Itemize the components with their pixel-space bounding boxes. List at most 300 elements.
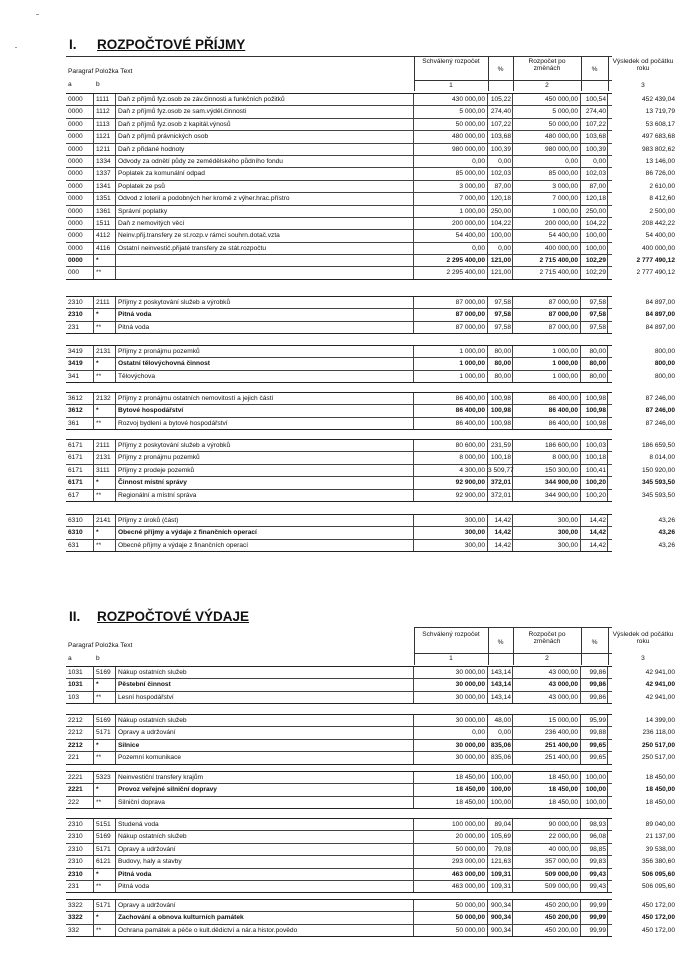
cell-schvaleny: 30 000,00: [414, 692, 488, 703]
cell-paragraf: 6171: [66, 477, 94, 488]
cell-pct-2: 97,58: [581, 322, 608, 333]
cell-pct-2: 99,99: [581, 900, 608, 911]
cell-text: Studená voda: [116, 819, 414, 830]
cell-text: Opravy a udržování: [116, 844, 414, 855]
cell-schvaleny: 30 000,00: [414, 679, 488, 690]
table-row: [66, 752, 675, 763]
cell-vysledek: 2 777 490,12: [636, 257, 675, 265]
cell-pct-2: 100,00: [581, 784, 608, 795]
cell-pct-2: 99,43: [581, 869, 608, 880]
cell-vysledek: 18 450,00: [645, 786, 675, 794]
cell-schvaleny: 463 000,00: [414, 869, 488, 880]
cell-rozpocet: 344 900,00: [513, 477, 581, 488]
cell-vysledek: 18 450,00: [645, 774, 675, 781]
table-row: [66, 322, 675, 333]
cell-vysledek: 450 172,00: [641, 902, 675, 909]
cell-pct-1: 103,68: [488, 131, 513, 142]
table-row: [66, 230, 675, 242]
cell-rozpocet: 186 600,00: [513, 440, 581, 451]
cell-polozka: 1334: [94, 156, 116, 167]
cell-text: Daň z příjmů právnických osob: [116, 131, 414, 142]
header-pct-1: %: [497, 66, 504, 73]
cell-polozka: 1111: [94, 94, 116, 105]
cell-vysledek: 42 941,00: [645, 693, 675, 701]
cell-text: Neinv.přij.transfery ze st.rozp.v rámci souhrn.dotač.vzta: [116, 230, 414, 241]
cell-paragraf: 0000: [66, 255, 94, 266]
cell-polozka: 1337: [94, 168, 116, 179]
cell-schvaleny: 4 300,00: [414, 465, 488, 476]
table-row: [66, 740, 675, 752]
cell-paragraf: 2310: [66, 819, 94, 830]
cell-pct-1: 14,42: [488, 515, 513, 526]
table-row: [66, 156, 675, 168]
cell-text: Příjmy z poskytování služeb a výrobků: [116, 440, 414, 451]
cell-paragraf: 3419: [66, 358, 94, 369]
table-row: [66, 255, 675, 267]
cell-text: Nákup ostatních služeb: [116, 831, 414, 842]
table-row: [66, 881, 675, 892]
cell-paragraf: 0000: [66, 181, 94, 192]
cell-vysledek: 42 941,00: [645, 681, 675, 689]
cell-text: Opravy a udržování: [116, 727, 414, 738]
cell-rozpocet: 18 450,00: [513, 772, 581, 783]
cell-rozpocet: 22 000,00: [513, 831, 581, 842]
cell-rozpocet: 236 400,00: [513, 727, 581, 738]
cell-schvaleny: 1 000,00: [414, 371, 488, 382]
cell-pct-1: 109,31: [488, 881, 513, 892]
cell-vysledek: 345 593,50: [641, 479, 675, 487]
cell-paragraf: 2212: [66, 727, 94, 738]
cell-pct-1: 120,18: [488, 193, 513, 204]
cell-paragraf: 0000: [66, 230, 94, 241]
cell-rozpocet: 43 000,00: [513, 667, 581, 678]
cell-paragraf: 231: [66, 322, 94, 333]
cell-paragraf: 6171: [66, 465, 94, 476]
cell-text: Zachování a obnova kulturních památek: [116, 912, 414, 923]
cell-polozka: 1351: [94, 193, 116, 204]
cell-paragraf: 3612: [66, 405, 94, 416]
cell-paragraf: 2310: [66, 309, 94, 320]
budget-group: [66, 296, 675, 334]
cell-text: Odvod z loterií a podobných her kromě z výher.hrac.přístro: [116, 193, 414, 204]
cell-polozka: 5151: [94, 819, 116, 830]
cell-schvaleny: 100 000,00: [414, 819, 488, 830]
cell-pct-1: 14,42: [488, 527, 513, 538]
cell-rozpocet: 15 000,00: [513, 715, 581, 726]
cell-pct-1: 87,00: [488, 181, 513, 192]
cell-pct-1: 121,63: [488, 856, 513, 867]
budget-group: [66, 439, 675, 502]
cell-pct-2: 100,00: [581, 230, 608, 241]
cell-schvaleny: 85 000,00: [414, 168, 488, 179]
cell-pct-2: 102,29: [581, 267, 608, 278]
cell-pct-1: 100,18: [488, 452, 513, 463]
budget-group: [66, 345, 675, 383]
cell-paragraf: 0000: [66, 218, 94, 229]
cell-paragraf: 3322: [66, 900, 94, 911]
cell-vysledek: 236 118,00: [642, 729, 675, 737]
cell-pct-1: 900,34: [488, 925, 513, 936]
cell-vysledek: 400 000,00: [641, 244, 675, 252]
cell-polozka: *: [94, 405, 116, 416]
header-col-1: 1: [449, 82, 453, 89]
cell-paragraf: 0000: [66, 119, 94, 130]
cell-schvaleny: 87 000,00: [414, 322, 488, 333]
cell-text: Opravy a udržování: [116, 900, 414, 911]
cell-pct-1: 121,00: [488, 255, 513, 266]
header-col-b: b: [96, 81, 100, 88]
cell-pct-1: 97,58: [488, 297, 513, 308]
cell-vysledek: 8 014,00: [649, 454, 675, 462]
cell-text: Příjmy z úroků (část): [116, 515, 414, 526]
cell-pct-2: 100,18: [581, 452, 608, 463]
cell-text: Pitná voda: [116, 869, 414, 880]
cell-pct-1: 250,00: [488, 206, 513, 217]
cell-vysledek: 800,00: [654, 348, 675, 355]
section-title-expenses: [69, 609, 249, 624]
cell-polozka: *: [94, 527, 116, 538]
cell-pct-1: 105,69: [488, 831, 513, 842]
cell-polozka: 5169: [94, 715, 116, 726]
cell-polozka: **: [94, 371, 116, 382]
cell-text: Ochrana památek a péče o kult.dědictví a nár.a histor.povědo: [116, 925, 414, 936]
cell-polozka: *: [94, 358, 116, 369]
cell-schvaleny: 1 000,00: [414, 358, 488, 369]
cell-vysledek: 84 897,00: [645, 323, 675, 331]
cell-pct-2: 100,39: [581, 144, 608, 155]
cell-pct-2: 14,42: [581, 515, 608, 526]
cell-pct-1: 3 509,77: [488, 465, 513, 476]
cell-schvaleny: 5 000,00: [414, 106, 488, 117]
cell-polozka: **: [94, 322, 116, 333]
header-rozpocet: Rozpočet po změnách: [528, 58, 566, 72]
cell-text: Silnice: [116, 740, 414, 751]
cell-paragraf: 0000: [66, 243, 94, 254]
cell-pct-1: 0,00: [488, 243, 513, 254]
cell-pct-1: 0,00: [488, 156, 513, 167]
cell-vysledek: 450 172,00: [641, 926, 675, 934]
cell-text: Silniční doprava: [116, 797, 414, 808]
cell-vysledek: 452 439,04: [641, 96, 675, 103]
cell-vysledek: 53 608,17: [645, 120, 675, 128]
cell-rozpocet: 0,00: [513, 156, 581, 167]
cell-schvaleny: 30 000,00: [414, 740, 488, 751]
cell-pct-1: 372,01: [488, 490, 513, 501]
cell-schvaleny: 18 450,00: [414, 797, 488, 808]
cell-paragraf: 6171: [66, 452, 94, 463]
cell-polozka: 2111: [94, 440, 116, 451]
header-schvaleny: Schválený rozpočet: [422, 631, 480, 638]
cell-pct-1: 143,14: [488, 679, 513, 690]
cell-vysledek: 42 941,00: [645, 669, 675, 676]
cell-vysledek: 8 412,60: [649, 195, 675, 203]
header-col-2: 2: [545, 82, 549, 89]
cell-schvaleny: 50 000,00: [414, 119, 488, 130]
cell-text: Příjmy z prodeje pozemků: [116, 465, 414, 476]
budget-group: [66, 899, 675, 937]
table-row: [66, 490, 675, 501]
budget-group: [66, 93, 675, 280]
cell-rozpocet: 87 000,00: [513, 322, 581, 333]
cell-rozpocet: 40 000,00: [513, 844, 581, 855]
cell-schvaleny: 18 450,00: [414, 772, 488, 783]
cell-schvaleny: 430 000,00: [414, 94, 488, 105]
cell-paragraf: 2310: [66, 844, 94, 855]
table-row: [66, 297, 675, 309]
cell-polozka: **: [94, 418, 116, 429]
table-row: [66, 405, 675, 417]
table-row: [66, 819, 675, 831]
cell-pct-2: 120,18: [581, 193, 608, 204]
cell-vysledek: 983 802,62: [641, 145, 675, 153]
cell-text: Pozemní komunikace: [116, 752, 414, 763]
cell-polozka: 1211: [94, 144, 116, 155]
cell-polozka: 5169: [94, 667, 116, 678]
cell-paragraf: 103: [66, 692, 94, 703]
table-row: [66, 243, 675, 255]
table-row: [66, 418, 675, 429]
cell-schvaleny: 0,00: [414, 727, 488, 738]
cell-polozka: 1113: [94, 119, 116, 130]
cell-schvaleny: 30 000,00: [414, 667, 488, 678]
cell-pct-1: 231,59: [488, 440, 513, 451]
cell-pct-1: 100,00: [488, 797, 513, 808]
cell-text: Příjmy z pronájmu ostatních nemovitostí a jejich částí: [116, 393, 414, 404]
cell-text: Budovy, haly a stavby: [116, 856, 414, 867]
cell-pct-2: 100,03: [581, 440, 608, 451]
cell-text: Daň z přidané hodnoty: [116, 144, 414, 155]
cell-pct-1: 372,01: [488, 477, 513, 488]
income-table-header: [66, 56, 674, 91]
table-row: [66, 193, 675, 205]
cell-text: Tělovýchova: [116, 371, 414, 382]
cell-rozpocet: 54 400,00: [513, 230, 581, 241]
header-col-3: 3: [641, 82, 645, 89]
cell-polozka: 3111: [94, 465, 116, 476]
cell-text: Poplatek za komunální odpad: [116, 168, 414, 179]
table-row: [66, 267, 675, 278]
header-paragraf-polozka-text: Paragraf Položka Text: [68, 642, 133, 649]
cell-pct-1: 900,34: [488, 912, 513, 923]
table-row: [66, 119, 675, 131]
header-paragraf-polozka-text: Paragraf Položka Text: [68, 68, 133, 75]
cell-rozpocet: 86 400,00: [513, 418, 581, 429]
cell-vysledek: 21 137,00: [645, 833, 675, 841]
cell-vysledek: 356 380,60: [641, 858, 675, 866]
cell-vysledek: 43,26: [658, 529, 675, 537]
cell-text: Daň z příjmů fyz.osob ze sam.výděl.činnosti: [116, 106, 414, 117]
cell-paragraf: 2310: [66, 869, 94, 880]
table-row: [66, 831, 675, 843]
cell-rozpocet: 5 000,00: [513, 106, 581, 117]
cell-vysledek: 345 593,50: [641, 491, 675, 499]
cell-polozka: *: [94, 784, 116, 795]
cell-pct-2: 100,00: [581, 797, 608, 808]
cell-rozpocet: 90 000,00: [513, 819, 581, 830]
cell-paragraf: 2310: [66, 831, 94, 842]
budget-group: [66, 666, 675, 704]
cell-pct-2: 95,99: [581, 715, 608, 726]
cell-text: Pěstební činnost: [116, 679, 414, 690]
cell-schvaleny: 50 000,00: [414, 925, 488, 936]
cell-polozka: **: [94, 925, 116, 936]
table-row: [66, 346, 675, 358]
cell-paragraf: 0000: [66, 106, 94, 117]
cell-vysledek: 250 517,00: [641, 741, 675, 749]
cell-vysledek: 43,26: [658, 517, 675, 524]
cell-schvaleny: 86 400,00: [414, 393, 488, 404]
cell-polozka: 1121: [94, 131, 116, 142]
cell-pct-1: 100,00: [488, 772, 513, 783]
cell-paragraf: 6171: [66, 440, 94, 451]
table-row: [66, 692, 675, 703]
cell-pct-2: 14,42: [581, 527, 608, 538]
cell-text: Rozvoj bydlení a bytové hospodářství: [116, 418, 414, 429]
cell-pct-2: 14,42: [581, 540, 608, 551]
cell-pct-2: 87,00: [581, 181, 608, 192]
table-row: [66, 181, 675, 193]
header-col-a: a: [68, 81, 72, 88]
cell-pct-2: 99,86: [581, 667, 608, 678]
cell-polozka: 2131: [94, 452, 116, 463]
cell-polozka: 2111: [94, 297, 116, 308]
cell-vysledek: 497 683,68: [641, 133, 675, 141]
table-row: [66, 371, 675, 382]
cell-rozpocet: 344 900,00: [513, 490, 581, 501]
table-row: [66, 772, 675, 784]
cell-pct-1: 143,14: [488, 667, 513, 678]
table-row: [66, 168, 675, 180]
cell-polozka: 6121: [94, 856, 116, 867]
table-row: [66, 131, 675, 143]
header-col-b: b: [96, 655, 100, 662]
header-rozpocet: Rozpočet po změnách: [528, 631, 566, 645]
cell-rozpocet: 150 300,00: [513, 465, 581, 476]
cell-text: Neinvestiční transfery krajům: [116, 772, 414, 783]
cell-polozka: 5171: [94, 900, 116, 911]
cell-rozpocet: 43 000,00: [513, 692, 581, 703]
cell-rozpocet: 50 000,00: [513, 119, 581, 130]
cell-rozpocet: 251 400,00: [513, 752, 581, 763]
header-pct-1: %: [497, 639, 504, 646]
cell-paragraf: 361: [66, 418, 94, 429]
cell-schvaleny: 480 000,00: [414, 131, 488, 142]
cell-rozpocet: 2 715 400,00: [513, 267, 581, 278]
cell-schvaleny: 54 400,00: [414, 230, 488, 241]
cell-text: Příjmy z pronájmu pozemků: [116, 346, 414, 357]
cell-vysledek: 450 172,00: [641, 914, 675, 922]
cell-schvaleny: 92 900,00: [414, 490, 488, 501]
cell-pct-1: 97,58: [488, 309, 513, 320]
cell-rozpocet: 980 000,00: [513, 144, 581, 155]
cell-schvaleny: 50 000,00: [414, 844, 488, 855]
cell-polozka: *: [94, 477, 116, 488]
cell-rozpocet: 85 000,00: [513, 168, 581, 179]
cell-pct-1: 835,06: [488, 752, 513, 763]
cell-polozka: 5171: [94, 844, 116, 855]
cell-polozka: 2141: [94, 515, 116, 526]
cell-text: Pitná voda: [116, 309, 414, 320]
cell-polozka: **: [94, 752, 116, 763]
cell-text: Regionální a místní správa: [116, 490, 414, 501]
table-row: [66, 900, 675, 912]
cell-polozka: 4112: [94, 230, 116, 241]
cell-pct-2: 100,54: [581, 94, 608, 105]
cell-rozpocet: 400 000,00: [513, 243, 581, 254]
cell-rozpocet: 251 400,00: [513, 740, 581, 751]
cell-text: Daň z příjmů fyz.osob z kapitál.výnosů: [116, 119, 414, 130]
cell-vysledek: 86 726,00: [645, 170, 675, 178]
cell-pct-1: 100,98: [488, 418, 513, 429]
table-row: [66, 440, 675, 452]
cell-vysledek: 2 610,00: [649, 182, 675, 190]
cell-pct-1: 80,00: [488, 371, 513, 382]
cell-polozka: 2132: [94, 393, 116, 404]
cell-paragraf: 221: [66, 752, 94, 763]
cell-vysledek: 13 719,79: [645, 108, 675, 116]
cell-text: Daň z nemovitých věcí: [116, 218, 414, 229]
cell-pct-2: 99,83: [581, 856, 608, 867]
cell-polozka: 1341: [94, 181, 116, 192]
cell-paragraf: 631: [66, 540, 94, 551]
cell-pct-1: 100,00: [488, 784, 513, 795]
table-row: [66, 844, 675, 856]
cell-pct-2: 100,98: [581, 393, 608, 404]
cell-pct-1: 107,22: [488, 119, 513, 130]
cell-pct-1: 14,42: [488, 540, 513, 551]
cell-pct-2: 99,86: [581, 692, 608, 703]
cell-paragraf: 0000: [66, 206, 94, 217]
cell-pct-1: 100,98: [488, 405, 513, 416]
cell-rozpocet: 18 450,00: [513, 797, 581, 808]
cell-rozpocet: 200 000,00: [513, 218, 581, 229]
cell-polozka: **: [94, 267, 116, 278]
cell-schvaleny: 463 000,00: [414, 881, 488, 892]
cell-pct-2: 250,00: [581, 206, 608, 217]
cell-paragraf: 222: [66, 797, 94, 808]
cell-schvaleny: 200 000,00: [414, 218, 488, 229]
cell-vysledek: 89 040,00: [645, 821, 675, 828]
cell-paragraf: 341: [66, 371, 94, 382]
cell-text: Obecné příjmy a výdaje z finančních operací: [116, 527, 414, 538]
cell-vysledek: 84 897,00: [645, 311, 675, 319]
cell-paragraf: 2310: [66, 297, 94, 308]
table-row: [66, 94, 675, 106]
cell-rozpocet: 480 000,00: [513, 131, 581, 142]
cell-vysledek: 87 246,00: [645, 419, 675, 427]
cell-paragraf: 000: [66, 267, 94, 278]
table-row: [66, 358, 675, 370]
cell-pct-1: 274,40: [488, 106, 513, 117]
cell-pct-1: 900,34: [488, 900, 513, 911]
header-col-1: 1: [449, 655, 453, 662]
table-row: [66, 784, 675, 796]
budget-group: [66, 514, 675, 552]
cell-pct-1: 48,00: [488, 715, 513, 726]
cell-pct-2: 99,88: [581, 727, 608, 738]
cell-vysledek: 13 146,00: [645, 157, 675, 165]
cell-rozpocet: 450 200,00: [513, 900, 581, 911]
cell-rozpocet: 87 000,00: [513, 309, 581, 320]
cell-pct-1: 102,03: [488, 168, 513, 179]
cell-schvaleny: 0,00: [414, 243, 488, 254]
cell-polozka: 1112: [94, 106, 116, 117]
cell-schvaleny: 293 000,00: [414, 856, 488, 867]
cell-rozpocet: 86 400,00: [513, 393, 581, 404]
cell-pct-2: 99,43: [581, 881, 608, 892]
cell-rozpocet: 357 000,00: [513, 856, 581, 867]
cell-paragraf: 3612: [66, 393, 94, 404]
